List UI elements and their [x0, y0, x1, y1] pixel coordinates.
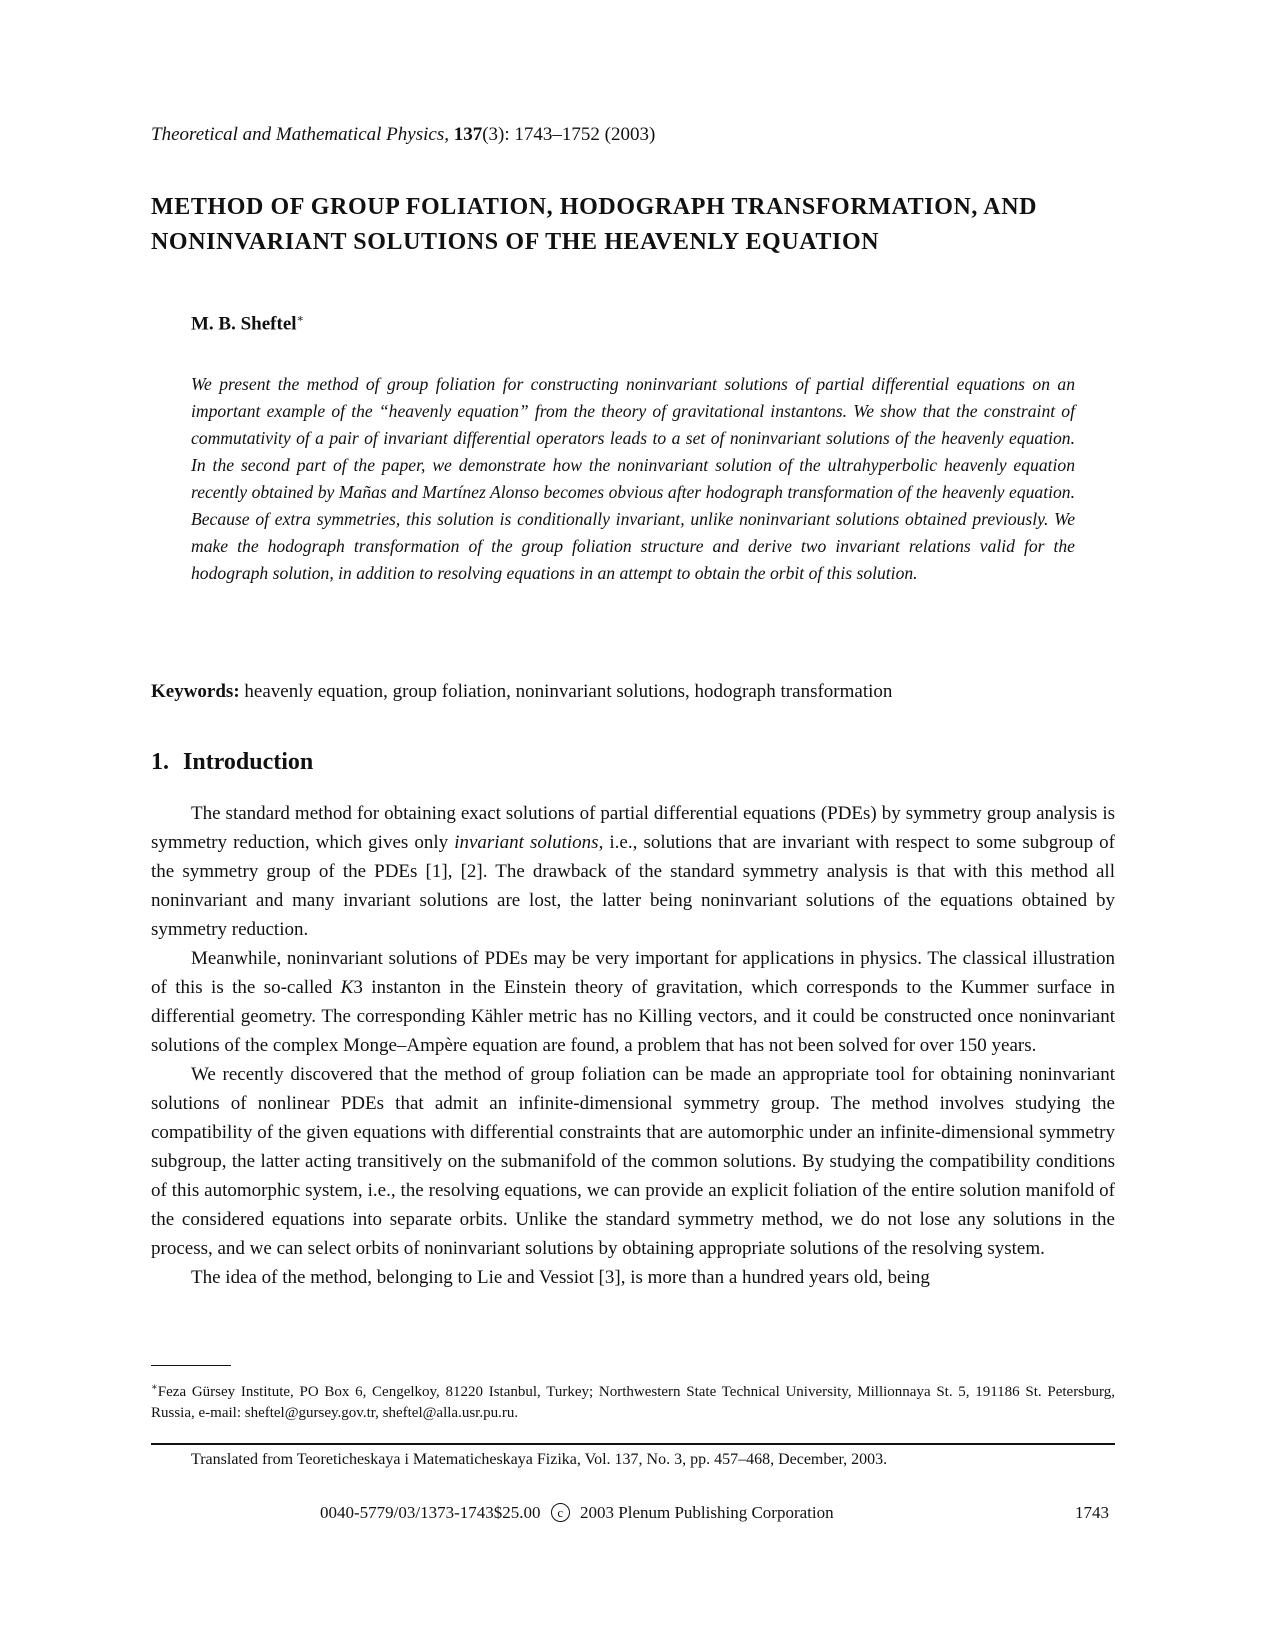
section-number: 1. [151, 749, 169, 775]
paragraph-2-emphasis: K [340, 977, 354, 998]
section-heading [151, 749, 313, 776]
journal-name: Theoretical and Mathematical Physics, [151, 124, 449, 145]
keywords-label: Keywords: [151, 681, 240, 702]
copyright-text: 2003 Plenum Publishing Corporation [580, 1503, 834, 1522]
section-title: Introduction [183, 749, 314, 775]
paragraph-3: We recently discovered that the method of group foliation can be made an appropriate tool for obtaining noninvariant solutions of nonlinear PDEs that admit an infinite-dimensional symmetry group. The method involves studying the compatibility of the given equations with differential constraints that are automorphic under an infinite-dimensional symmetry subgroup, the latter acting transitively on the submanifold of the common solutions. By studying the compatibility conditions of this automorphic system, i.e., the resolving equations, we can provide an explicit foliation of the entire solution manifold of the considered equations into separate orbits. Unlike the standard symmetry method, we do not lose any solutions in the process, and we can select orbits of noninvariant solutions by obtaining appropriate solutions of the resolving system. [151, 1064, 1115, 1259]
page-number: 1743 [1075, 1503, 1109, 1522]
issn-code: 0040-5779/03/1373-1743$25.00 [320, 1503, 541, 1522]
author-line [191, 312, 304, 335]
author-footnote-mark: ∗ [296, 313, 305, 325]
paragraph-1-emphasis: invariant solutions [454, 832, 599, 853]
abstract: We present the method of group foliation for constructing noninvariant solutions of partial differential equations on an important example of the “heavenly equation” from the theory of gravitational instantons. We show that the constraint of commutativity of a pair of invariant differential operators leads to a set of noninvariant solutions of the heavenly equation. In the second part of the paper, we demonstrate how the noninvariant solution of the ultrahyperbolic heavenly equation recently obtained by Mañas and Martínez Alonso becomes obvious after hodograph transformation of the heavenly equation. Because of extra symmetries, this solution is conditionally invariant, unlike noninvariant solutions obtained previously. We make the hodograph transformation of the group foliation structure and derive two invariant relations valid for the hodograph solution, in addition to resolving equations in an attempt to obtain the orbit of this solution. [191, 374, 1075, 583]
footnote-text: Feza Gürsey Institute, PO Box 6, Cengelkoy, 81220 Istanbul, Turkey; Northwestern State Technical University, Millionnaya St. 5, 191186 St. Petersburg, Russia, e-mail: sheftel@gursey.gov.tr, sheftel@alla.usr.pu.ru. [151, 1384, 1115, 1421]
journal-issue-pages: (3): 1743–1752 (2003) [482, 124, 656, 145]
paragraph-1 [151, 799, 1115, 944]
paragraph-2-part-b: 3 instanton in the Einstein theory of gravitation, which corresponds to the Kummer surface in differential geometry. The corresponding Kähler metric has no Killing vectors, and it could be constructed once noninvariant solutions of the complex Monge–Ampère equation are found, a problem that has not been solved for over 150 years. [151, 977, 1115, 1056]
journal-citation [151, 124, 655, 146]
copyright-icon: c [551, 1503, 570, 1522]
footnote [151, 1377, 1115, 1424]
translation-rule [151, 1443, 1115, 1445]
author-name: M. B. Sheftel [191, 313, 297, 335]
paragraph-1-part-b: , i.e., solutions that are invariant with respect to some subgroup of the symmetry group of the PDEs [1], [2]. The drawback of the standard symmetry analysis is that with this method all noninvariant and many invariant solutions are lost, the latter being noninvariant solutions of the equations obtained by symmetry reduction. [151, 832, 1115, 940]
paper-title: METHOD OF GROUP FOLIATION, HODOGRAPH TRANSFORMATION, AND NONINVARIANT SOLUTIONS OF THE HEAVENLY EQUATION [151, 194, 1038, 255]
footnote-rule [151, 1365, 231, 1366]
paragraph-1-part-a: The standard method for obtaining exact solutions of partial differential equations (PDEs) by symmetry group analysis is symmetry reduction, which gives only [151, 803, 1115, 853]
translation-note: Translated from Teoreticheskaya i Matematicheskaya Fizika, Vol. 137, No. 3, pp. 457–468, December, 2003. [191, 1451, 888, 1468]
journal-volume: 137 [453, 124, 483, 145]
keywords-text: heavenly equation, group foliation, noninvariant solutions, hodograph transformation [244, 681, 893, 702]
paragraph-4: The idea of the method, belonging to Lie and Vessiot [3], is more than a hundred years old, being [191, 1267, 930, 1288]
keywords [151, 681, 892, 703]
body-text [151, 799, 1115, 1292]
footnote-mark: ∗ [151, 1382, 158, 1393]
paragraph-2-part-a: Meanwhile, noninvariant solutions of PDEs may be very important for applications in physics. The classical illustration of this is the so-called [151, 948, 1115, 998]
paragraph-2 [151, 944, 1115, 1060]
issn-copyright-line [320, 1503, 834, 1523]
